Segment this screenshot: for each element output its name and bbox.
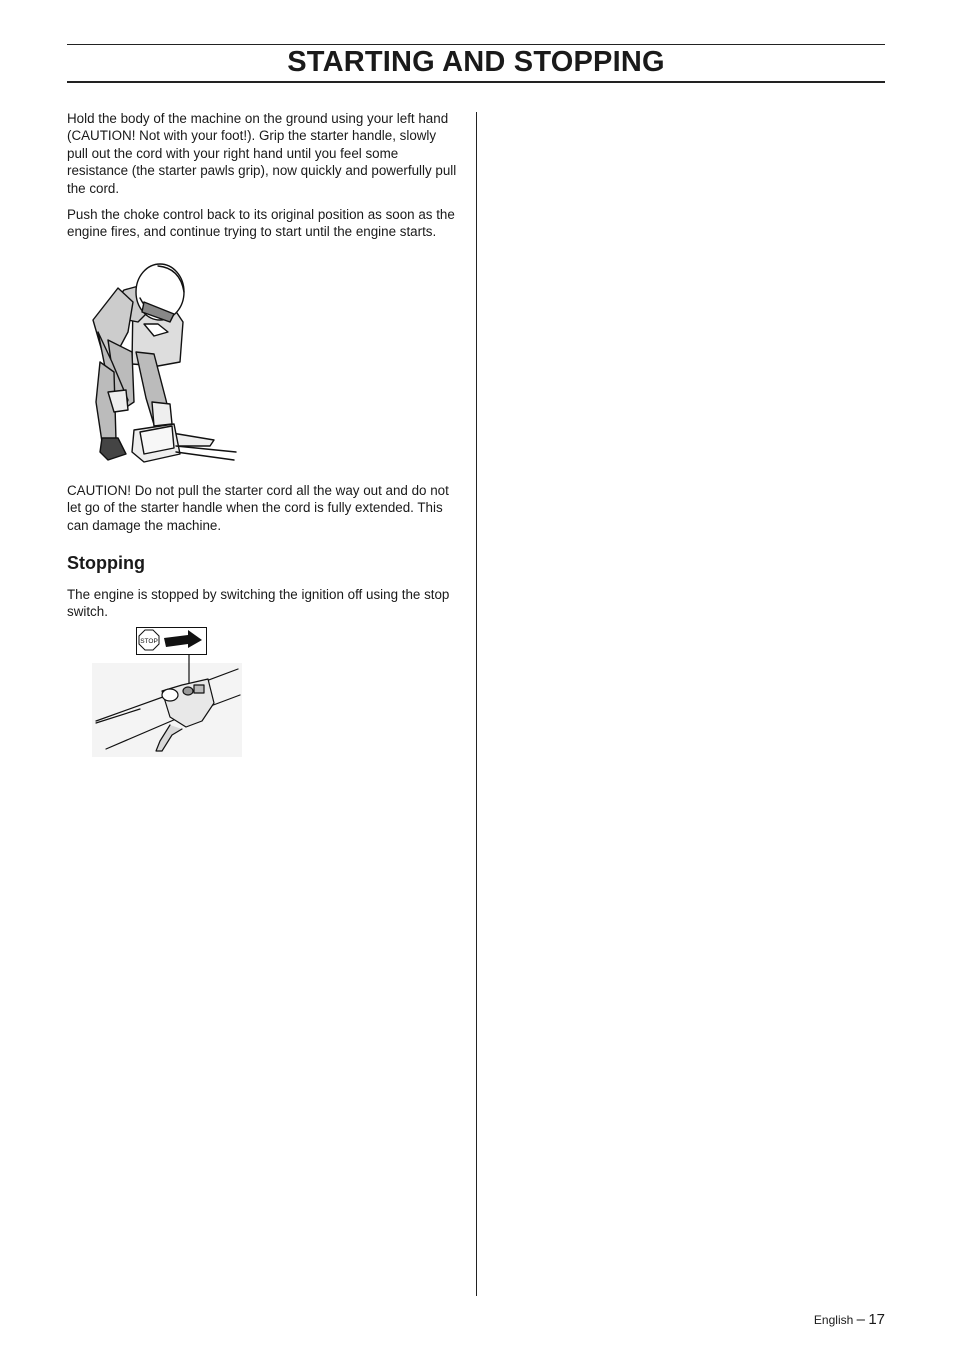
column-divider	[476, 112, 477, 1296]
stop-switch-illustration	[90, 655, 246, 759]
section-heading-stopping: Stopping	[67, 553, 145, 573]
para-choke-instructions: Push the choke control back to its original position as soon as the engine fires, and continue trying to start until the engine starts.	[67, 207, 455, 240]
stop-sign-text: STOP	[140, 638, 158, 645]
footer-page-number: 17	[868, 1311, 885, 1328]
paragraph-stopping	[67, 586, 457, 621]
para-starting-instructions: Hold the body of the machine on the ground using your left hand (CAUTION! Not with your foot!). Grip the starter handle, slowly pull out the cord with your right hand until you feel some resistance (the starter pawls grip), now quickly and powerfully pull the cord.	[67, 111, 457, 196]
paragraph-choke	[67, 206, 457, 241]
footer-separator: –	[856, 1311, 865, 1328]
stop-label-box	[136, 627, 208, 657]
page-title: STARTING AND STOPPING	[287, 46, 665, 78]
header-bottom-rule	[67, 81, 885, 83]
paragraph-starting	[67, 110, 457, 197]
footer-language: English	[813, 1313, 854, 1327]
starting-illustration	[88, 262, 238, 466]
page-footer	[814, 1311, 885, 1329]
para-caution: CAUTION! Do not pull the starter cord all the way out and do not let go of the starter handle when the cord is fully extended. This can damage the machine.	[67, 483, 449, 533]
para-stopping: The engine is stopped by switching the ignition off using the stop switch.	[67, 587, 450, 620]
paragraph-caution	[67, 482, 457, 534]
